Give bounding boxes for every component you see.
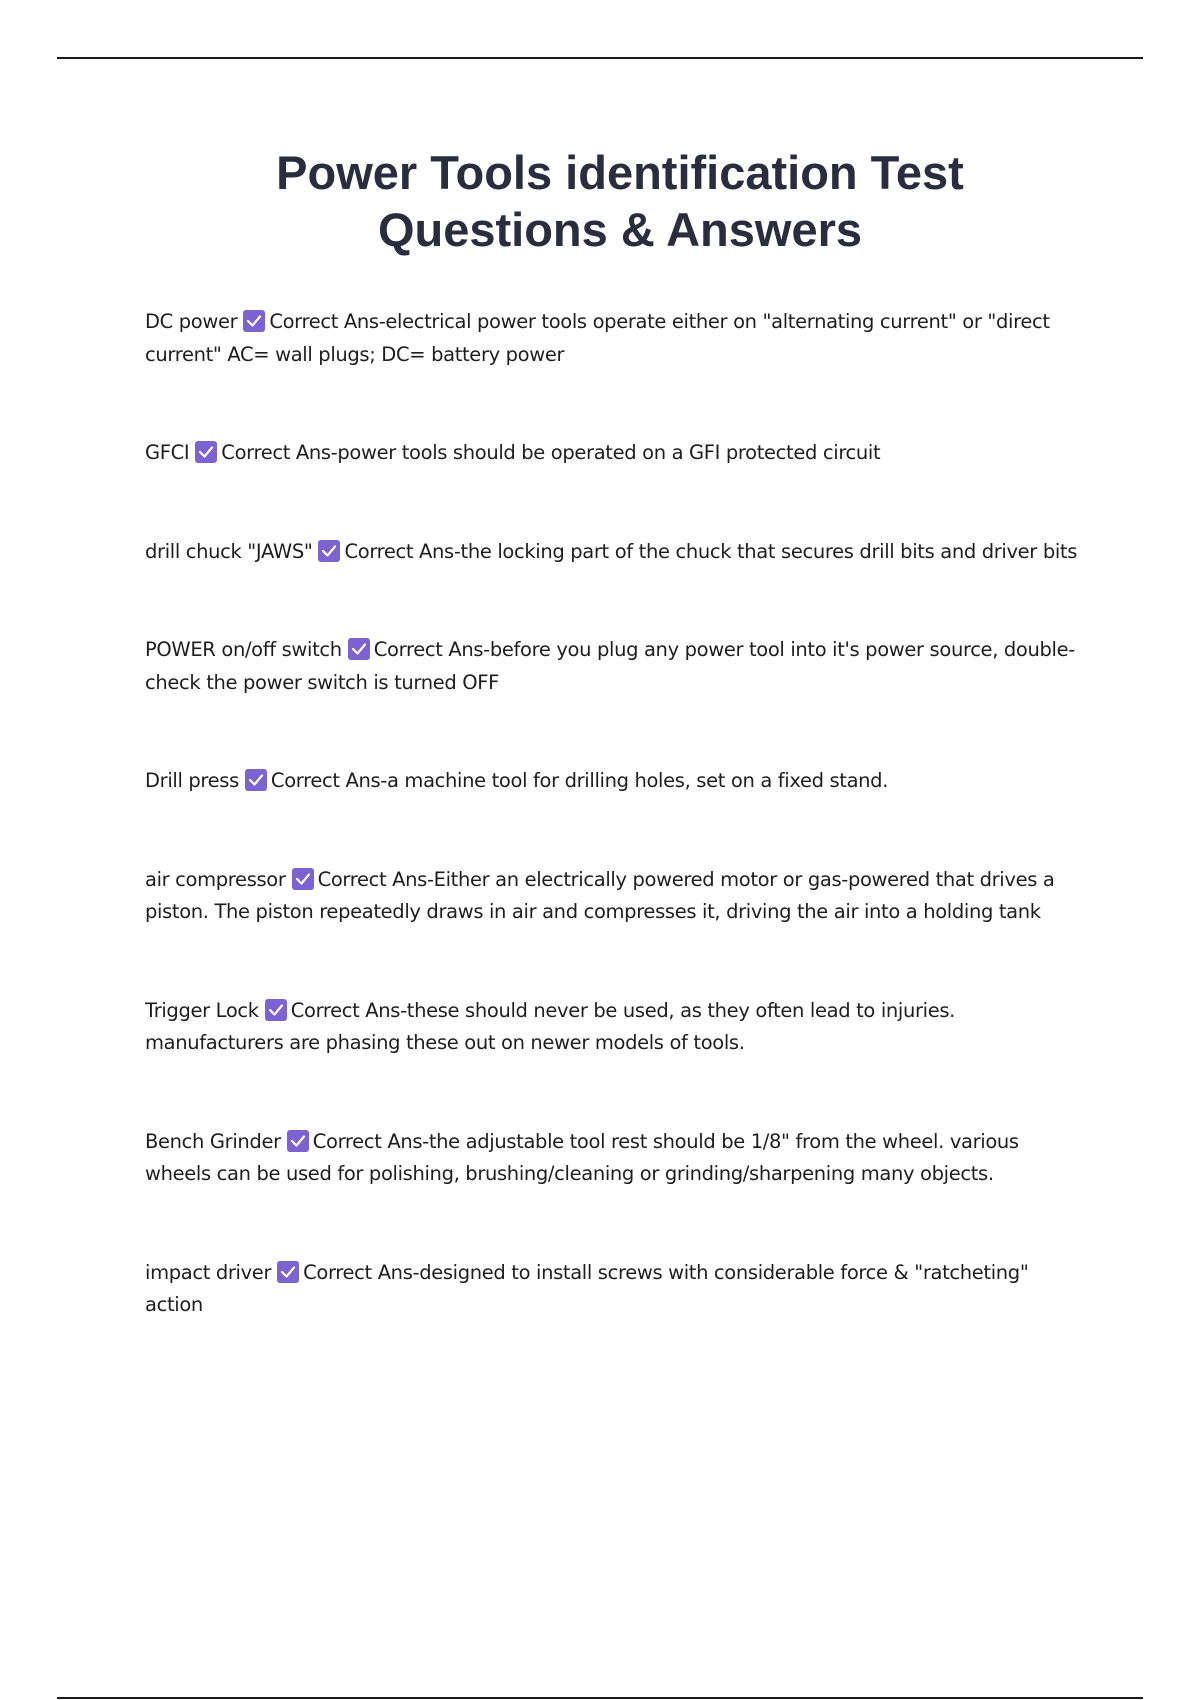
title-line-2: Questions & Answers <box>377 203 863 256</box>
qa-term: Drill press <box>145 769 239 792</box>
bottom-divider <box>57 1697 1143 1699</box>
qa-item <box>145 1257 1090 1322</box>
qa-term: Trigger Lock <box>145 998 259 1022</box>
qa-term: DC power <box>145 310 238 333</box>
qa-answer: Correct Ans-the locking part of the chuck that secures drill bits and driver bits <box>344 539 1078 563</box>
qa-term: drill chuck "JAWS" <box>145 539 313 563</box>
qa-term: GFCI <box>145 441 190 464</box>
qa-item <box>145 536 1090 569</box>
qa-term: POWER on/off switch <box>145 638 342 661</box>
qa-item <box>145 864 1090 929</box>
qa-answer: Correct Ans-electrical power tools operate either on "alternating current" or "direct current" AC= wall plugs; DC= battery power <box>145 310 1050 366</box>
qa-answer: Correct Ans-before you plug any power tool into it's power source, double-check the power switch is turned OFF <box>145 638 1075 694</box>
check-box-icon <box>318 540 340 562</box>
qa-term: impact driver <box>145 1260 272 1284</box>
qa-list <box>145 306 1090 1322</box>
title-line-1: Power Tools identification Test <box>276 146 964 199</box>
check-box-icon <box>292 868 314 890</box>
qa-item <box>145 437 1090 470</box>
qa-answer: Correct Ans-designed to install screws with considerable force & "ratcheting" action <box>145 1260 1029 1316</box>
check-box-icon <box>195 441 217 463</box>
qa-answer: Correct Ans-Either an electrically powered motor or gas-powered that drives a piston. The piston repeatedly draws in air and compresses it, driving the air into a holding tank <box>145 867 1055 923</box>
qa-item <box>145 765 1090 798</box>
qa-term: air compressor <box>145 867 286 891</box>
qa-term: Bench Grinder <box>145 1129 281 1153</box>
qa-item <box>145 995 1090 1060</box>
qa-answer: Correct Ans-a machine tool for drilling holes, set on a fixed stand. <box>270 769 889 792</box>
qa-answer: Correct Ans-these should never be used, as they often lead to injuries. manufacturers are phasing these out on newer models of tools. <box>145 998 956 1054</box>
check-box-icon <box>277 1261 299 1283</box>
qa-item <box>145 306 1090 371</box>
check-box-icon <box>348 638 370 660</box>
qa-answer: Correct Ans-power tools should be operated on a GFI protected circuit <box>221 441 881 464</box>
qa-item <box>145 634 1090 699</box>
check-box-icon <box>287 1130 309 1152</box>
check-box-icon <box>243 310 265 332</box>
check-box-icon <box>245 769 267 791</box>
check-box-icon <box>265 999 287 1021</box>
page-title <box>200 144 1040 258</box>
qa-answer: Correct Ans-the adjustable tool rest should be 1/8" from the wheel. various wheels can be used for polishing, brushing/cleaning or grinding/sharpening many objects. <box>145 1129 1019 1185</box>
top-divider <box>57 57 1143 59</box>
qa-item <box>145 1126 1090 1191</box>
